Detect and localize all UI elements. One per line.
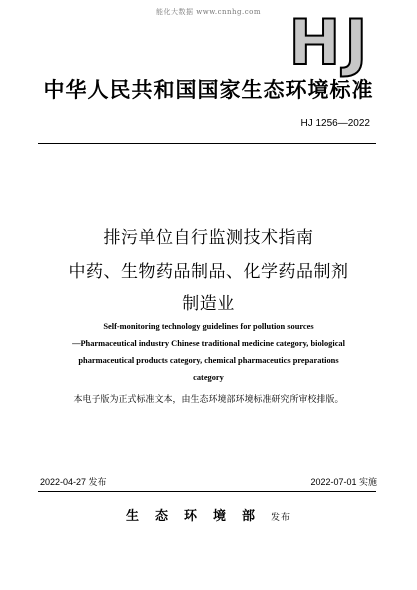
top-divider <box>38 143 376 144</box>
english-title-line-1: Self-monitoring technology guidelines for pollution sources <box>103 322 314 331</box>
watermark-text: 能化大数据 www.cnnhg.com <box>155 8 262 16</box>
chinese-title-line-2: 中药、生物药品制品、化学药品制剂 <box>68 262 349 282</box>
chinese-title-line-1: 排污单位自行监测技术指南 <box>103 228 314 248</box>
english-title-line-4: category <box>193 373 224 382</box>
chinese-title-line-3: 制造业 <box>182 294 235 314</box>
issuer-name: 生态环境部 <box>125 509 271 524</box>
english-title-line-2: —Pharmaceutical industry Chinese traditional medicine category, biological <box>72 339 345 348</box>
hj-logo: HJ <box>288 6 372 79</box>
issuer-suffix: 发布 <box>271 513 292 523</box>
issuer-line <box>0 505 417 524</box>
english-title-line-3: pharmaceutical products category, chemical pharmaceutics preparations <box>78 356 339 365</box>
implementation-date: 2022-07-01 实施 <box>310 477 377 487</box>
bottom-divider <box>38 491 376 492</box>
release-date: 2022-04-27 发布 <box>40 477 107 487</box>
standard-number: HJ 1256—2022 <box>300 118 370 129</box>
electronic-version-note: 本电子版为正式标准文本，由生态环境部环境标准研究所审校排版。 <box>73 395 344 405</box>
standard-category-title: 中华人民共和国国家生态环境标准 <box>43 78 374 102</box>
